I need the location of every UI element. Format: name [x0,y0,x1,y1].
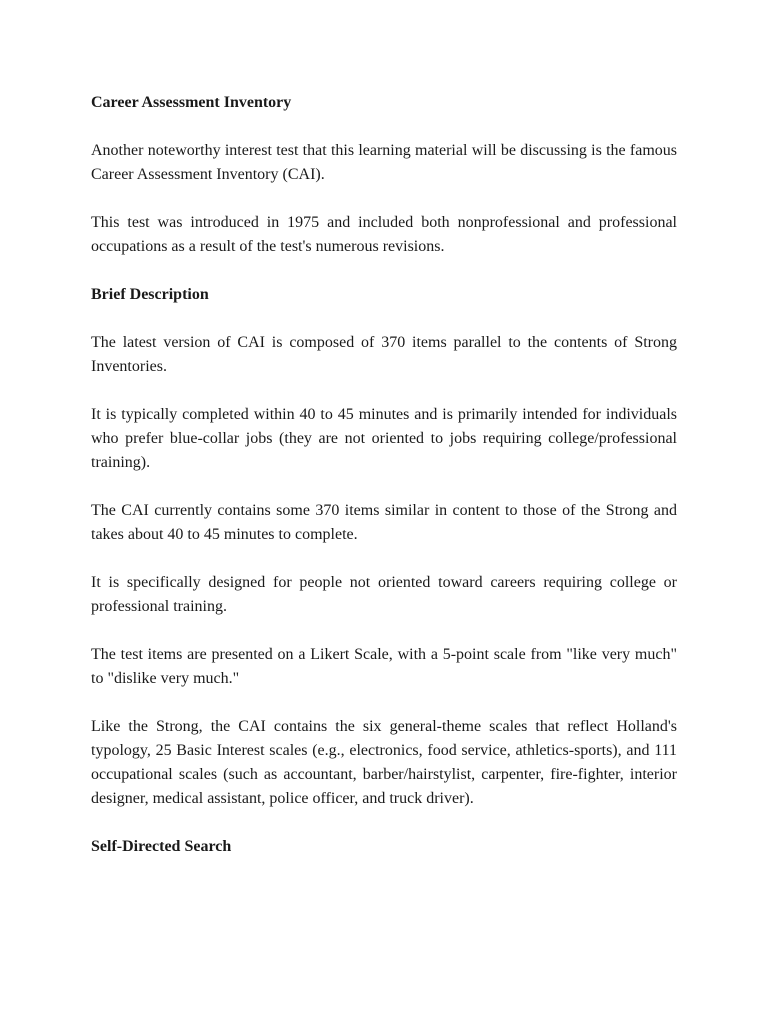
document-page [91,91,677,883]
paragraph-cai-duration: It is typically completed within 40 to 45 minutes and is primarily intended for individuals who prefer blue-collar jobs (they are not oriented to jobs requiring college/professional training). [91,406,677,471]
section-heading-career-assessment-inventory: Career Assessment Inventory [91,94,292,111]
section-heading-brief-description: Brief Description [91,286,209,303]
paragraph-cai-scales: Like the Strong, the CAI contains the six general-theme scales that reflect Holland's typology, 25 Basic Interest scales (e.g., electronics, food service, athletics-sports), and 111 occupational scales (such as accountant, barber/hairstylist, carpenter, fire-fighter, interior designer, medical assistant, police officer, and truck driver). [91,718,677,807]
paragraph-cai-target: It is specifically designed for people not oriented toward careers requiring college or professional training. [91,574,677,615]
paragraph-cai-content: The CAI currently contains some 370 items similar in content to those of the Strong and takes about 40 to 45 minutes to complete. [91,502,677,543]
paragraph-cai-history: This test was introduced in 1975 and included both nonprofessional and professional occupations as a result of the test's numerous revisions. [91,214,677,255]
paragraph-cai-intro: Another noteworthy interest test that this learning material will be discussing is the famous Career Assessment Inventory (CAI). [91,142,677,183]
section-heading-self-directed-search: Self-Directed Search [91,838,232,855]
paragraph-cai-likert: The test items are presented on a Likert Scale, with a 5-point scale from "like very much" to "dislike very much." [91,646,677,687]
paragraph-cai-items: The latest version of CAI is composed of 370 items parallel to the contents of Strong Inventories. [91,334,677,375]
